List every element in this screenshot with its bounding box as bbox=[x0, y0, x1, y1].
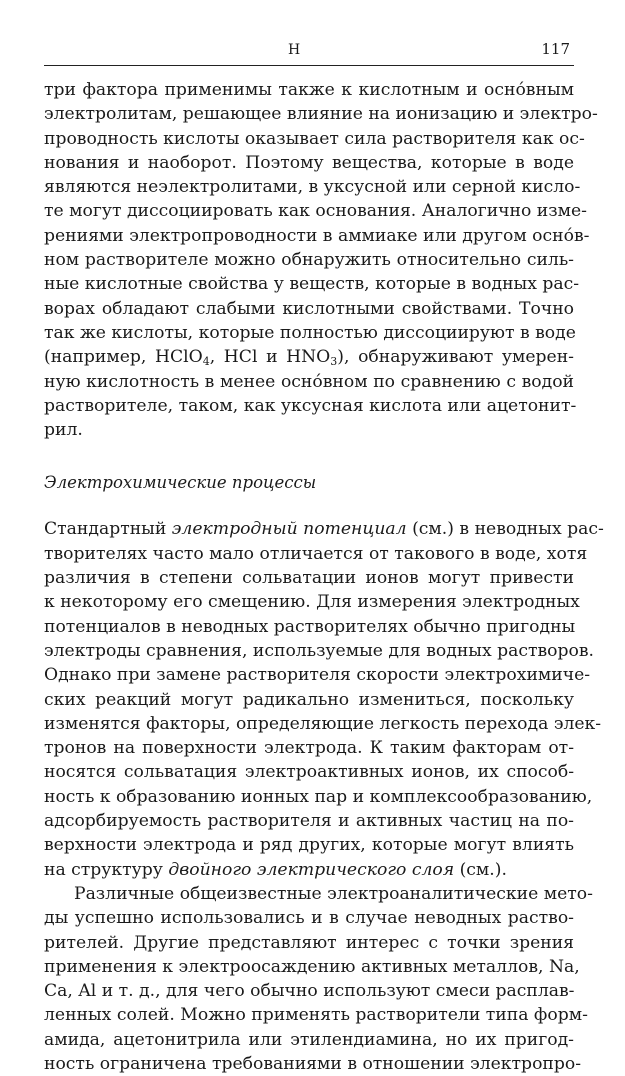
running-head-letter: Н bbox=[288, 42, 301, 58]
text-segment: (например, HClO bbox=[44, 347, 203, 368]
text-segment: творителях часто мало отличается от такового в воде, хотя bbox=[44, 543, 588, 564]
text-segment: нования и наоборот. Поэтому вещества, которые в воде bbox=[44, 152, 574, 173]
text-segment: адсорбируемость растворителя и активных частиц на по- bbox=[44, 811, 574, 832]
text-line bbox=[44, 418, 574, 442]
text-line bbox=[44, 272, 580, 296]
text-line bbox=[44, 151, 574, 175]
text-line bbox=[44, 127, 585, 151]
text-segment: ленных солей. Можно применять растворители типа форм- bbox=[44, 1005, 588, 1026]
text-segment: Стандартный bbox=[44, 519, 172, 540]
text-segment: ность ограничена требованиями в отношении электропро- bbox=[44, 1053, 582, 1074]
text-segment: на структуру bbox=[44, 859, 169, 880]
text-line bbox=[44, 248, 574, 272]
text-segment: ные кислотные свойства у веществ, которые в водных рас- bbox=[44, 274, 580, 295]
text-segment: Ca, Al и т. д., для чего обычно используют смеси расплав- bbox=[44, 981, 575, 1002]
text-line bbox=[44, 345, 574, 369]
text-line bbox=[44, 590, 580, 614]
text-segment: (см.) в неводных рас- bbox=[406, 519, 604, 540]
text-line bbox=[44, 663, 591, 687]
text-segment: потенциалов в неводных растворителях обычно пригодны bbox=[44, 616, 576, 637]
text-segment: электроды сравнения, используемые для водных растворов. bbox=[44, 640, 595, 661]
text-line bbox=[44, 370, 574, 394]
text-segment: три фактора применимы также к кислотным и осно́вным bbox=[44, 80, 574, 100]
text-segment: к некоторому его смещению. Для измерения электродных bbox=[44, 592, 580, 613]
text-line bbox=[44, 566, 574, 590]
text-line bbox=[44, 785, 593, 809]
text-line bbox=[44, 297, 574, 321]
text-segment: Различные общеизвестные электроаналитические мето- bbox=[74, 883, 593, 904]
text-line bbox=[44, 688, 574, 712]
text-segment: ворах обладают слабыми кислотными свойствами. Точно bbox=[44, 298, 574, 319]
subscript: 3 bbox=[330, 355, 338, 369]
section-heading: Электрохимические процессы bbox=[44, 473, 317, 493]
text-segment: ную кислотность в менее осно́вном по сравнению с водой bbox=[44, 371, 574, 392]
text-line bbox=[44, 712, 602, 736]
paragraph-acid-base bbox=[44, 78, 598, 442]
text-line bbox=[44, 517, 604, 541]
text-line bbox=[44, 321, 574, 345]
text-line bbox=[44, 979, 574, 1003]
text-line bbox=[44, 955, 580, 979]
text-line bbox=[44, 224, 590, 248]
text-line bbox=[44, 199, 587, 223]
text-segment: электролитам, решающее влияние на ионизацию и электро- bbox=[44, 104, 598, 125]
text-line bbox=[44, 906, 574, 930]
text-segment: тронов на поверхности электрода. К таким факторам от- bbox=[44, 738, 574, 759]
text-segment: (см.). bbox=[454, 859, 507, 880]
text-segment: рителей. Другие представляют интерес с точки зрения bbox=[44, 932, 574, 953]
italic-term: электродный потенциал bbox=[171, 519, 407, 540]
text-line bbox=[44, 833, 574, 857]
text-segment: те могут диссоциировать как основания. Аналогично изме- bbox=[44, 201, 587, 222]
text-segment: амида, ацетонитрила или этилендиамина, но их пригод- bbox=[44, 1029, 574, 1050]
text-line bbox=[44, 1028, 574, 1052]
text-segment: рениями электропроводности в аммиаке или другом осно́в- bbox=[44, 225, 590, 246]
text-line bbox=[44, 615, 574, 639]
body-text bbox=[44, 78, 604, 1076]
text-segment: ном растворителе можно обнаружить относительно силь- bbox=[44, 250, 574, 271]
text-line bbox=[44, 736, 574, 760]
text-segment: верхности электрода и ряд других, которые могут влиять bbox=[44, 835, 574, 856]
text-line bbox=[44, 639, 595, 663]
text-line bbox=[44, 394, 577, 418]
page-number: 117 bbox=[541, 40, 570, 58]
text-segment: проводность кислоты оказывает сила растворителя как ос- bbox=[44, 128, 585, 149]
text-segment: различия в степени сольватации ионов могут привести bbox=[44, 568, 574, 589]
text-segment: носятся сольватация электроактивных ионов, их способ- bbox=[44, 762, 574, 783]
text-line bbox=[44, 858, 574, 882]
text-segment: ), обнаруживают умерен- bbox=[337, 347, 574, 368]
text-segment: применения к электроосаждению активных металлов, Na, bbox=[44, 956, 580, 977]
subscript: 4 bbox=[202, 355, 210, 369]
text-segment: , HCl и HNO bbox=[209, 347, 331, 368]
text-segment: ды успешно использовались и в случае неводных раство- bbox=[44, 908, 574, 929]
header-rule bbox=[44, 65, 574, 66]
text-line bbox=[44, 760, 574, 784]
running-head bbox=[44, 0, 574, 62]
text-segment: Однако при замене растворителя скорости электрохимиче- bbox=[44, 665, 591, 686]
text-line bbox=[44, 809, 574, 833]
text-line bbox=[44, 78, 574, 102]
text-segment: растворителе, таком, как уксусная кислота или ацетонит- bbox=[44, 395, 577, 416]
text-line bbox=[44, 102, 598, 126]
text-line bbox=[44, 175, 581, 199]
paragraph-electrode-potential bbox=[44, 517, 604, 881]
book-page bbox=[44, 0, 604, 1074]
italic-term: двойного электрического слоя bbox=[168, 859, 455, 880]
text-line bbox=[44, 1003, 588, 1027]
text-segment: изменятся факторы, определяющие легкость перехода элек- bbox=[44, 713, 602, 734]
text-segment: рил. bbox=[44, 420, 83, 441]
text-line bbox=[44, 931, 574, 955]
text-line bbox=[44, 882, 593, 906]
paragraph-electroanalytical bbox=[44, 882, 593, 1076]
text-segment: являются неэлектролитами, в уксусной или серной кисло- bbox=[44, 177, 581, 198]
text-segment: ность к образованию ионных пар и комплексообразованию, bbox=[44, 786, 593, 807]
text-line bbox=[44, 1052, 582, 1076]
text-segment: так же кислоты, которые полностью диссоциируют в воде bbox=[44, 322, 576, 343]
text-line bbox=[44, 542, 588, 566]
text-segment: ских реакций могут радикально измениться, поскольку bbox=[44, 689, 574, 710]
